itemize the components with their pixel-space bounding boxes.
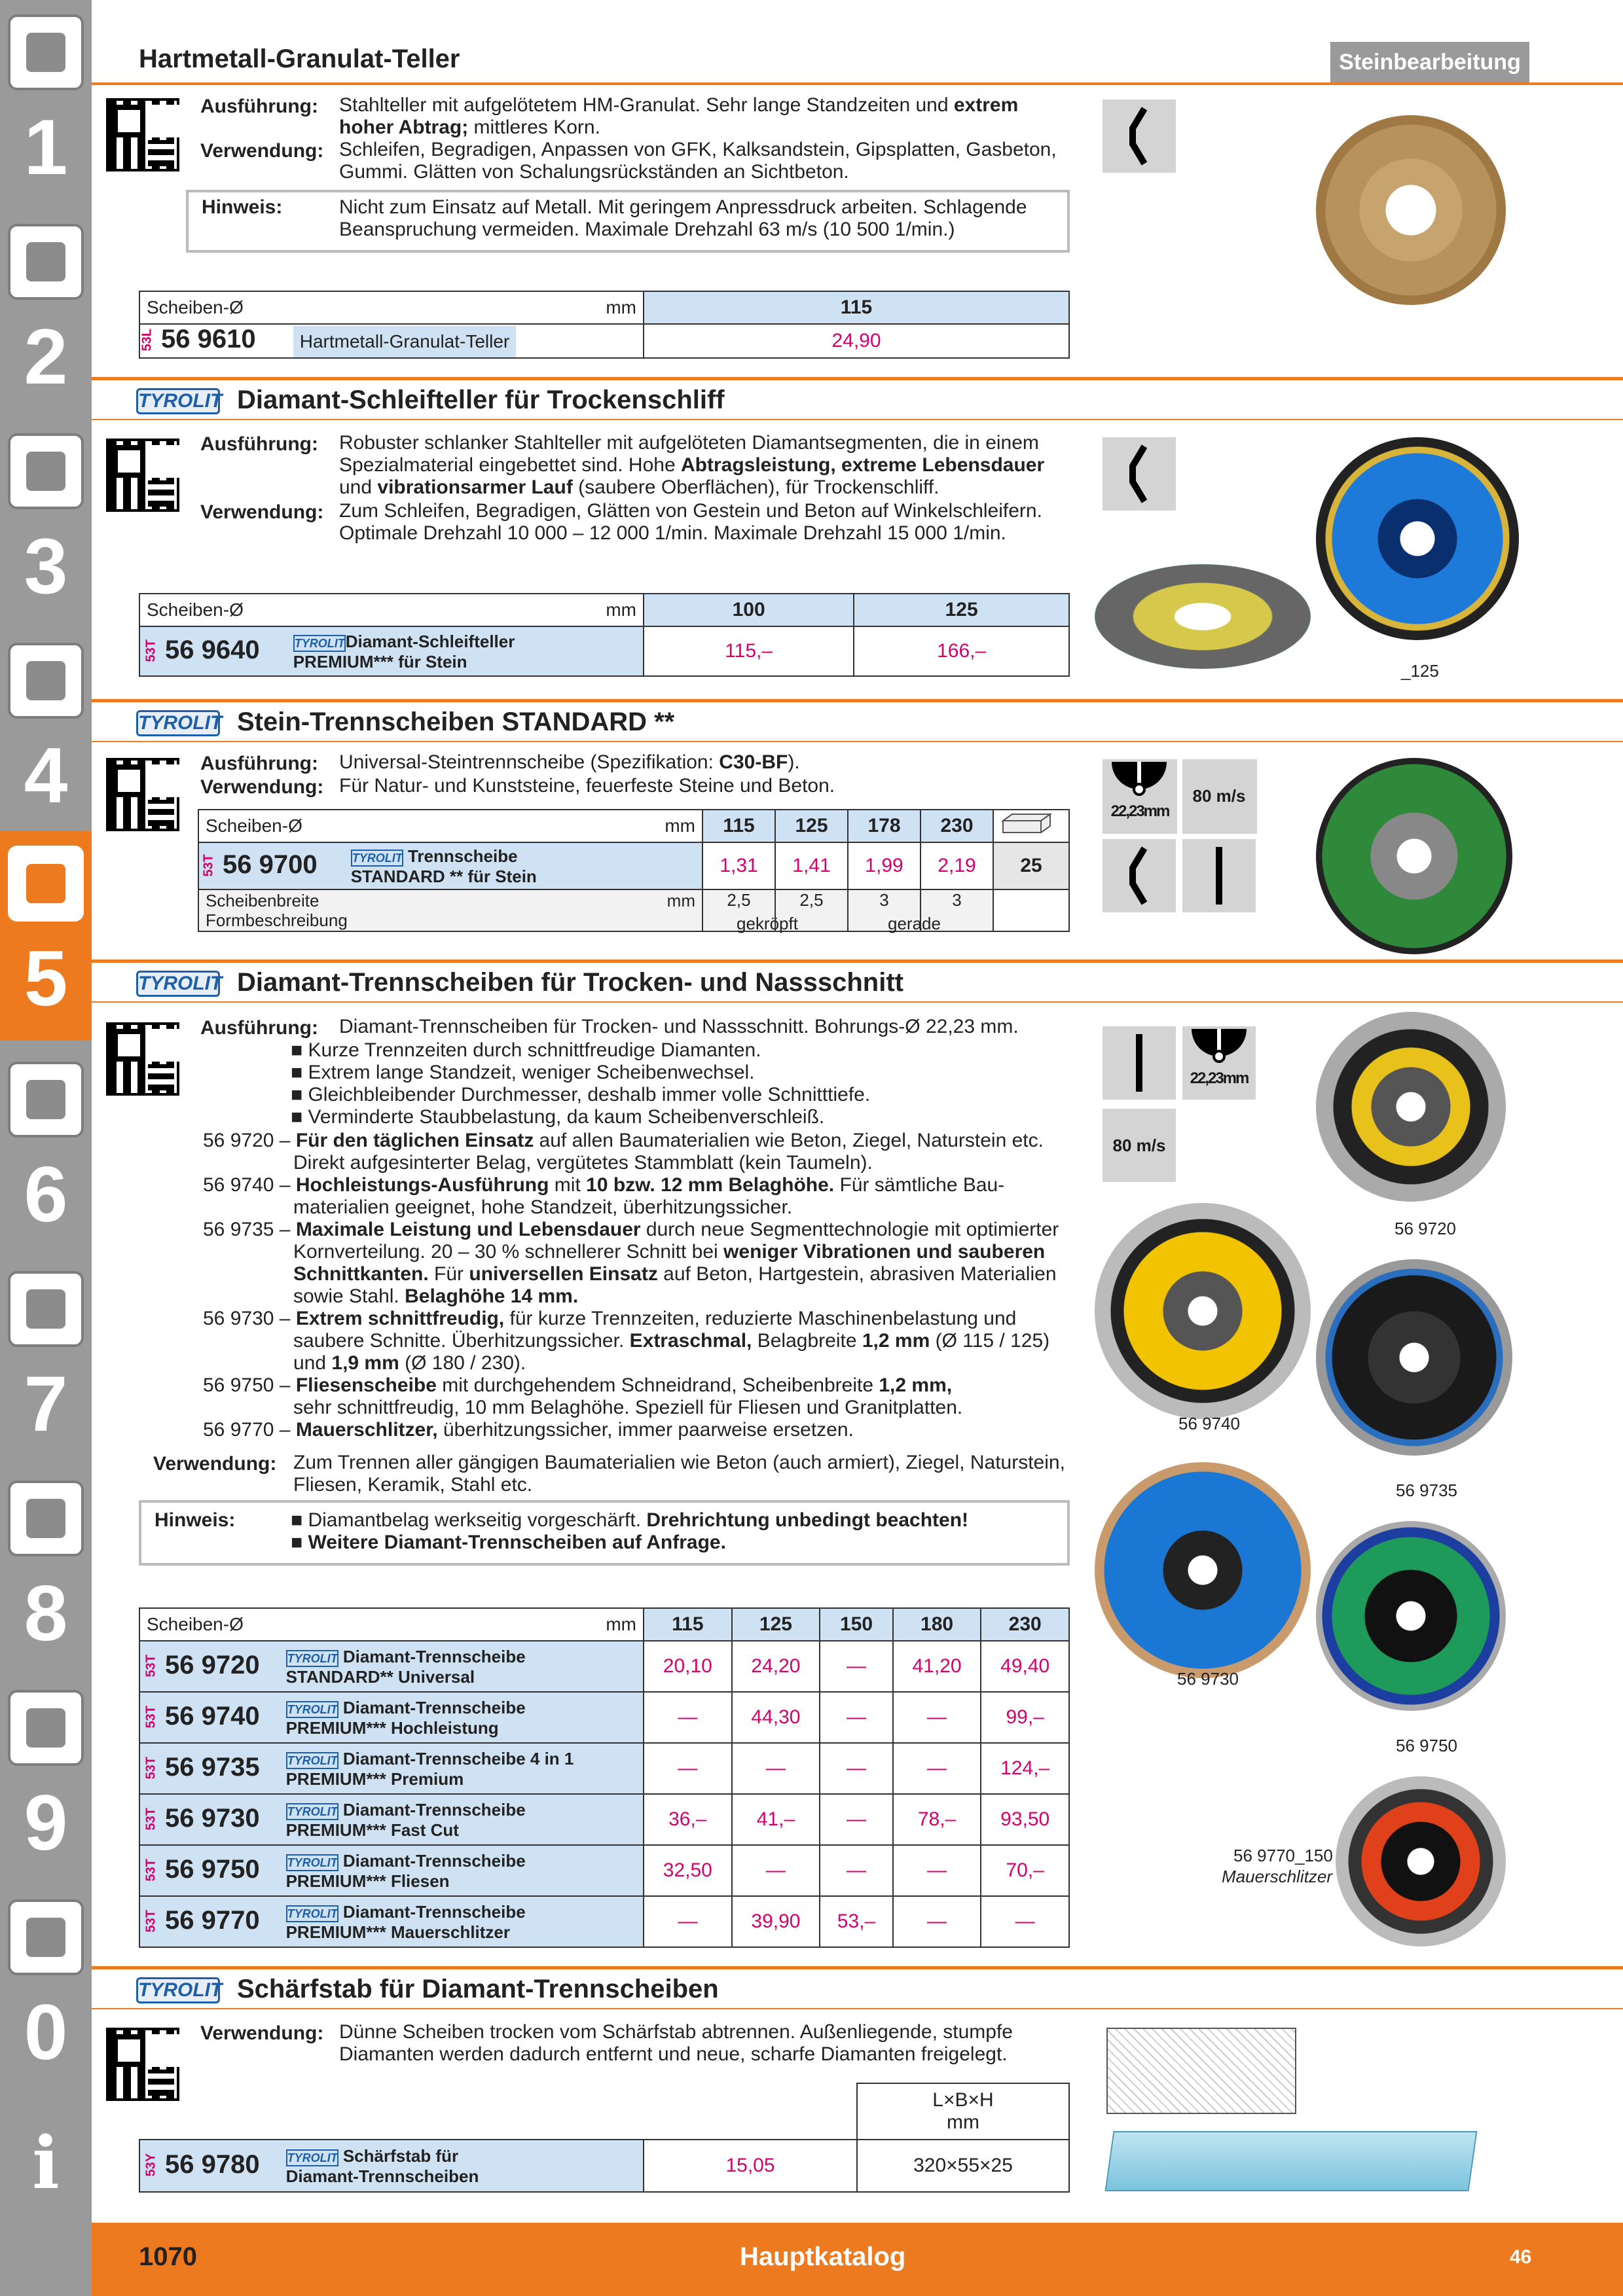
bore-diameter-icon: 22,23mm: [1182, 1026, 1256, 1100]
chapter-number: 6: [24, 1151, 68, 1238]
footer-number: 46: [1510, 2246, 1532, 2268]
unit-label: mm: [665, 816, 695, 836]
chapter-number: 5: [24, 935, 68, 1022]
category-code: 53T: [143, 1858, 158, 1882]
tyrolit-logo: TYROLIT: [136, 971, 220, 997]
product-name: Diamant-Trennscheibe: [342, 1901, 526, 1922]
variant-item: 56 9735 – Maximale Leistung und Lebensdauer durch neue Segmenttechnologie mit optimierter Kornverteilung. 20 – 30 % schnellerer Schnitt bei weniger Vibrationen und sauberen Schnittkanten. Für universellen Einsatz auf Beton, Hartgestein, abrasiven Materialien sowie Stahl. Belaghöhe 14 mm.: [203, 1219, 1059, 1307]
chapter-tab-5[interactable]: [0, 831, 92, 1041]
list-item: ■ Gleichbleibender Durchmesser, deshalb immer volle Schnitttiefe.: [291, 1084, 871, 1105]
profile-cranked-icon: [1103, 437, 1176, 511]
size-header: 125: [854, 594, 1069, 626]
chapter-tab-7[interactable]: [0, 1257, 92, 1466]
tyrolit-mini-logo: TYROLIT: [286, 1905, 338, 1922]
category-badge: Steinbearbeitung: [1330, 42, 1529, 82]
section-header: [92, 960, 1623, 1003]
product-variant: PREMIUM*** Premium: [285, 1768, 464, 1789]
image-caption: 56 9730: [1177, 1669, 1239, 1689]
row-label: Formbeschreibung: [206, 910, 348, 930]
product-variant: Diamant-Trennscheiben: [285, 2166, 479, 2186]
category-code: 53T: [143, 1807, 158, 1831]
size-header: 178: [848, 810, 921, 842]
product-variant: PREMIUM*** Hochleistung: [285, 1717, 499, 1738]
price-cell: —: [820, 1845, 892, 1896]
price-cell: —: [981, 1896, 1069, 1947]
note-text: Nicht zum Einsatz auf Metall. Mit geringem Anpressdruck arbeiten. Schlagende Beanspruchung vermeiden. Maximale Drehzahl 63 m/s (10 500 1/min.): [339, 196, 1027, 240]
width-value: 3: [879, 890, 889, 910]
price-cell: 93,50: [981, 1794, 1069, 1845]
description-text: Universal-Steintrennscheibe (Spezifikation: C30-BF).: [339, 751, 800, 773]
chapter-tab-8[interactable]: [0, 1466, 92, 1676]
price-cell: 99,–: [981, 1692, 1069, 1743]
note-box: [186, 190, 1070, 253]
column-header: L×B×H: [932, 2089, 994, 2111]
section-title: Diamant-Schleifteller für Trockenschliff: [237, 386, 725, 414]
price-cell: —: [820, 1692, 892, 1743]
field-label: Ausführung:: [200, 433, 318, 455]
size-header: 125: [732, 1608, 820, 1641]
sharpening-stone-image: [1105, 2131, 1478, 2191]
price-cell: 1,31: [702, 842, 775, 889]
article-number: 56 9780: [165, 2149, 260, 2179]
price-cell: 70,–: [981, 1845, 1069, 1896]
tyrolit-logo: TYROLIT: [136, 388, 220, 414]
product-name: Schärfstab für: [342, 2145, 459, 2166]
article-number: 56 9720: [165, 1650, 260, 1679]
size-header: 230: [921, 810, 993, 842]
field-label: Ausführung:: [200, 1017, 318, 1039]
profile-straight-icon: [1103, 1026, 1176, 1100]
diamond-disc-image: [1316, 1521, 1506, 1711]
product-variant: STANDARD** Universal: [285, 1666, 475, 1687]
chapter-tab-strip: [0, 0, 92, 2296]
section-header: [92, 1966, 1623, 2009]
image-caption: 56 9770_150: [1233, 1846, 1333, 1865]
field-label: Hinweis:: [155, 1509, 236, 1531]
chapter-number: 3: [24, 522, 68, 610]
category-code: 53T: [143, 1756, 158, 1780]
product-name: Trennscheibe: [407, 846, 518, 866]
chapter-tab-2[interactable]: [0, 209, 92, 419]
price-cell: —: [893, 1692, 981, 1743]
table-row[interactable]: [139, 1845, 1069, 1896]
width-value: 2,5: [727, 890, 751, 910]
grinding-cup-side-image: [1095, 564, 1311, 669]
product-name: Diamant-Trennscheibe 4 in 1: [342, 1748, 574, 1768]
article-number: 56 9770: [165, 1905, 260, 1935]
variant-item: 56 9770 – Mauerschlitzer, überhitzungssicher, immer paarweise ersetzen.: [203, 1419, 854, 1441]
usage-text: Schleifen, Begradigen, Anpassen von GFK, Kalksandstein, Gipsplatten, Gasbeton, Gummi. Glätten von Schalungsrückständen an Sichtbeton.: [339, 139, 1057, 183]
image-caption: _125: [1401, 661, 1439, 681]
size-header: 115: [644, 291, 1069, 324]
field-label: Verwendung:: [153, 1453, 277, 1475]
variant-item: 56 9720 – Für den täglichen Einsatz auf allen Baumaterialien wie Beton, Ziegel, Naturstein etc. Direkt aufgesinterter Belag, vergütetes Stammblatt (kein Taumeln).: [203, 1130, 1044, 1174]
price-cell: —: [820, 1794, 892, 1845]
pack-quantity: 25: [993, 842, 1069, 889]
wrench-icon: [8, 1062, 84, 1138]
chuck-icon: [8, 433, 84, 509]
pliers-icon: [8, 1271, 84, 1347]
article-number: 56 9750: [165, 1854, 260, 1884]
safety-goggles-icon: [8, 1899, 84, 1975]
unit-label: mm: [606, 1614, 636, 1634]
size-header: 125: [775, 810, 848, 842]
profile-cranked-icon: [1103, 839, 1176, 912]
field-label: Hinweis:: [202, 196, 283, 218]
price-cell: 24,90: [644, 324, 1069, 358]
variant-item: 56 9740 – Hochleistungs-Ausführung mit 10 bzw. 12 mm Belaghöhe. Für sämtliche Bau- materialien geeignet, hohe Standzeit, überhitzungssicher.: [203, 1174, 1005, 1218]
image-caption: 56 9750: [1396, 1736, 1457, 1755]
chapter-tab-info[interactable]: [0, 2114, 92, 2223]
tyrolit-mini-logo: TYROLIT: [286, 1650, 338, 1667]
price-cell: 41,20: [893, 1641, 981, 1692]
note-box: [139, 1500, 1070, 1566]
price-cell: 24,20: [732, 1641, 820, 1692]
tyrolit-logo: TYROLIT: [136, 710, 220, 736]
diamond-disc-image: [1095, 1462, 1311, 1678]
category-code: 53L: [139, 329, 155, 351]
price-cell: —: [644, 1896, 732, 1947]
price-cell: —: [820, 1743, 892, 1794]
info-icon: i: [32, 2121, 60, 2205]
article-number: 56 9640: [165, 635, 260, 664]
catalog-title: Hauptkatalog: [740, 2242, 906, 2271]
section-header: [92, 699, 1623, 742]
image-caption: Mauerschlitzer: [1222, 1867, 1333, 1886]
image-caption: 56 9720: [1395, 1219, 1456, 1238]
caliper-icon: [8, 643, 84, 719]
price-cell: 1,41: [775, 842, 848, 889]
feature-list: [291, 1039, 1076, 1128]
qr-code[interactable]: [106, 439, 179, 512]
list-item: ■ Kurze Trennzeiten durch schnittfreudige Diamanten.: [291, 1039, 761, 1061]
price-cell: 44,30: [732, 1692, 820, 1743]
price-cell: 41,–: [732, 1794, 820, 1845]
description-text: Diamant-Trennscheiben für Trocken- und Nassschnitt. Bohrungs-Ø 22,23 mm.: [339, 1016, 1019, 1037]
field-label: Verwendung:: [200, 776, 324, 798]
price-cell: 2,19: [921, 842, 993, 889]
price-cell: 20,10: [644, 1641, 732, 1692]
speed-badge: 80 m/s: [1103, 1109, 1176, 1182]
variant-item: 56 9750 – Fliesenscheibe mit durchgehendem Schneidrand, Scheibenbreite 1,2 mm, sehr schnittfreudig, 10 mm Belaghöhe. Speziell für Fliesen und Granitplatten.: [203, 1374, 963, 1418]
size-header: 115: [644, 1608, 732, 1641]
price-table: [139, 2083, 1070, 2193]
product-name: Diamant-Trennscheibe: [342, 1850, 526, 1871]
article-number: 56 9740: [165, 1701, 260, 1731]
chapter-tab-6[interactable]: [0, 1047, 92, 1257]
bore-diameter-icon: 22,23mm: [1103, 759, 1177, 834]
product-name: Hartmetall-Granulat-Teller: [293, 326, 517, 357]
column-header: Scheiben-Ø: [147, 600, 244, 620]
granulate-disc-image: [1316, 115, 1506, 305]
usage-text: Zum Trennen aller gängigen Baumaterialien wie Beton (auch armiert), Ziegel, Naturstein, Fliesen, Keramik, Stahl etc.: [293, 1452, 1065, 1496]
unit-label: mm: [666, 891, 695, 910]
price-cell: 166,–: [854, 626, 1069, 676]
size-header: 100: [644, 594, 854, 626]
price-cell: —: [893, 1743, 981, 1794]
price-table: [139, 593, 1070, 677]
chapter-number: 1: [24, 103, 68, 191]
table-row[interactable]: [139, 1641, 1069, 1692]
product-name: Diamant-Trennscheibe: [342, 1799, 526, 1820]
price-cell: 78,–: [893, 1794, 981, 1845]
product-variant: PREMIUM*** Fliesen: [285, 1871, 450, 1891]
list-item: ■ Verminderte Staubbelastung, da kaum Scheibenverschleiß.: [291, 1106, 825, 1128]
package-icon: [993, 810, 1069, 842]
chapter-tab-1[interactable]: [0, 0, 92, 209]
category-code: 53T: [143, 639, 158, 662]
product-name: Diamant-Trennscheibe: [342, 1697, 526, 1717]
grinding-cup-top-image: [1316, 437, 1519, 640]
size-header: 115: [702, 810, 775, 842]
sharpening-illustration: [1106, 2028, 1296, 2114]
article-number: 56 9735: [165, 1752, 260, 1782]
tyrolit-mini-logo: TYROLIT: [351, 850, 403, 867]
price-cell: —: [893, 1896, 981, 1947]
category-code: 53T: [143, 1909, 158, 1933]
row-label: Scheibenbreite: [206, 891, 319, 910]
page-number: 1070: [139, 2242, 197, 2271]
price-cell: 124,–: [981, 1743, 1069, 1794]
product-variant: PREMIUM*** für Stein: [293, 651, 467, 672]
price-cell: 53,–: [820, 1896, 892, 1947]
usage-text: Zum Schleifen, Begradigen, Glätten von Gestein und Beton auf Winkelschleifern. Optimale Drehzahl 10 000 – 12 000 1/min. Maximale Drehzahl 15 000 1/min.: [339, 500, 1042, 544]
saw-blade-icon: [8, 846, 84, 922]
tyrolit-mini-logo: TYROLIT: [286, 1803, 338, 1820]
price-cell: 1,99: [848, 842, 921, 889]
size-header: 230: [981, 1608, 1069, 1641]
section-title: Diamant-Trennscheiben für Trocken- und Nassschnitt: [237, 968, 903, 997]
category-code: 53Y: [143, 2153, 158, 2177]
speed-badge: 80 m/s: [1182, 759, 1257, 834]
product-variant: PREMIUM*** Mauerschlitzer: [285, 1922, 511, 1942]
chapter-number: 9: [24, 1779, 68, 1867]
shape-label: gekröpft: [737, 914, 798, 933]
field-label: Ausführung:: [200, 96, 318, 117]
tyrolit-logo: TYROLIT: [136, 1977, 220, 2003]
image-caption: 56 9735: [1396, 1480, 1457, 1500]
table-row[interactable]: [139, 1896, 1069, 1947]
shape-label: gerade: [888, 914, 941, 933]
table-row[interactable]: [139, 626, 1069, 676]
diamond-disc-image: [1316, 1259, 1512, 1456]
table-row[interactable]: [139, 1794, 1069, 1845]
section-header: [92, 377, 1623, 420]
product-name: Diamant-Trennscheibe: [342, 1646, 526, 1666]
section-title: Hartmetall-Granulat-Teller: [139, 45, 460, 73]
description-text: Robuster schlanker Stahlteller mit aufgelöteten Diamantsegmenten, die in einem Spezialmaterial eingebettet sind. Hohe Abtragsleistung, extreme Lebensdauer und vibrationsarmer Lauf (saubere Oberflächen), für Trockenschliff.: [339, 432, 1045, 498]
qr-code[interactable]: [106, 98, 179, 171]
product-variant: PREMIUM*** Fast Cut: [285, 1820, 459, 1840]
cutting-insert-icon: [8, 224, 84, 300]
table-row[interactable]: [139, 324, 1069, 358]
drill-bit-icon: [8, 14, 84, 90]
price-cell: —: [644, 1692, 732, 1743]
toolcase-icon: [8, 1480, 84, 1556]
category-code: 53T: [143, 1654, 158, 1677]
variant-list: [203, 1130, 1080, 1441]
usage-text: Dünne Scheiben trocken vom Schärfstab abtrennen. Außenliegende, stumpfe Diamanten werden dadurch entfernt und neue, scharfe Diamanten freigelegt.: [339, 2021, 1013, 2065]
stone-cutting-disc-image: [1316, 758, 1512, 954]
price-cell: 15,05: [644, 2140, 857, 2192]
price-cell: —: [820, 1641, 892, 1692]
article-number: 56 9700: [223, 850, 318, 879]
chapter-number: 4: [24, 732, 68, 819]
qr-code[interactable]: [106, 758, 179, 831]
variant-item: 56 9730 – Extrem schnittfreudig, für kurze Trennzeiten, reduzierte Maschinenbelastung und saubere Schnitte. Überhitzungssicher. Extraschmal, Belagbreite 1,2 mm (Ø 115 / 125) und 1,9 mm (Ø 180 / 230).: [203, 1308, 1050, 1374]
table-row[interactable]: [139, 1743, 1069, 1794]
price-cell: —: [732, 1845, 820, 1896]
qr-code[interactable]: [106, 1022, 179, 1096]
page-footer: [92, 2223, 1623, 2296]
column-header: Scheiben-Ø: [206, 816, 302, 836]
column-header: Scheiben-Ø: [147, 297, 244, 317]
price-cell: —: [732, 1743, 820, 1794]
price-cell: 32,50: [644, 1845, 732, 1896]
size-header: 180: [893, 1608, 981, 1641]
tyrolit-mini-logo: TYROLIT: [293, 635, 346, 652]
image-caption: 56 9740: [1178, 1414, 1240, 1433]
chapter-tab-9[interactable]: [0, 1676, 92, 1885]
diamond-disc-image: [1095, 1203, 1311, 1419]
chapter-number: 8: [24, 1570, 68, 1657]
dimensions-cell: 320×55×25: [857, 2140, 1069, 2192]
price-cell: —: [644, 1743, 732, 1794]
column-header: Scheiben-Ø: [147, 1614, 244, 1634]
price-cell: —: [893, 1845, 981, 1896]
tyrolit-mini-logo: TYROLIT: [286, 2149, 338, 2166]
width-value: 3: [952, 890, 962, 910]
price-cell: 49,40: [981, 1641, 1069, 1692]
chapter-tab-3[interactable]: [0, 419, 92, 628]
chapter-tab-0[interactable]: [0, 1885, 92, 2094]
table-row[interactable]: [198, 842, 1069, 889]
list-item: ■ Extrem lange Standzeit, weniger Scheibenwechsel.: [291, 1062, 755, 1083]
price-table: [139, 1607, 1070, 1948]
article-number: 56 9730: [165, 1803, 260, 1833]
product-name: Diamant-Schleifteller: [345, 631, 515, 651]
usage-text: Für Natur- und Kunststeine, feuerfeste Steine und Beton.: [339, 775, 835, 797]
width-value: 2,5: [799, 890, 824, 910]
unit-label: mm: [947, 2111, 979, 2133]
chapter-number: 0: [24, 1988, 68, 2076]
field-label: Verwendung:: [200, 2022, 324, 2044]
chapter-number: 7: [24, 1360, 68, 1448]
diamond-disc-image: [1316, 1012, 1506, 1202]
diamond-disc-image: [1336, 1776, 1506, 1946]
profile-straight-icon: [1182, 839, 1256, 912]
description-text: Stahlteller mit aufgelötetem HM-Granulat. Sehr lange Standzeiten und extrem hoher Abtrag; mittleres Korn.: [339, 94, 1019, 138]
chapter-tab-4[interactable]: [0, 628, 92, 838]
article-number: 56 9610: [161, 325, 256, 353]
size-header: 150: [820, 1608, 892, 1641]
section-title: Schärfstab für Diamant-Trennscheiben: [237, 1975, 719, 2003]
table-row[interactable]: [139, 2140, 1069, 2192]
category-code: 53T: [143, 1705, 158, 1729]
price-cell: 36,–: [644, 1794, 732, 1845]
tyrolit-mini-logo: TYROLIT: [286, 1752, 338, 1769]
note-text: ■ Diamantbelag werkseitig vorgeschärft. Drehrichtung unbedingt beachten! ■ Weitere Diamant-Trennscheiben auf Anfrage.: [291, 1509, 969, 1553]
tyrolit-mini-logo: TYROLIT: [286, 1854, 338, 1871]
section-title: Stein-Trennscheiben STANDARD **: [237, 708, 675, 736]
field-label: Ausführung:: [200, 753, 318, 774]
product-variant: STANDARD ** für Stein: [350, 866, 537, 886]
field-label: Verwendung:: [200, 140, 324, 162]
category-code: 53T: [201, 853, 216, 877]
cabinet-icon: [8, 1690, 84, 1766]
table-row[interactable]: [139, 1692, 1069, 1743]
profile-cranked-icon: [1103, 99, 1176, 173]
price-table: [139, 291, 1070, 359]
price-cell: 115,–: [644, 626, 854, 676]
price-cell: 39,90: [732, 1896, 820, 1947]
tyrolit-mini-logo: TYROLIT: [286, 1701, 338, 1718]
unit-label: mm: [606, 297, 636, 317]
field-label: Verwendung:: [200, 501, 324, 523]
chapter-number: 2: [24, 313, 68, 401]
unit-label: mm: [606, 600, 636, 620]
